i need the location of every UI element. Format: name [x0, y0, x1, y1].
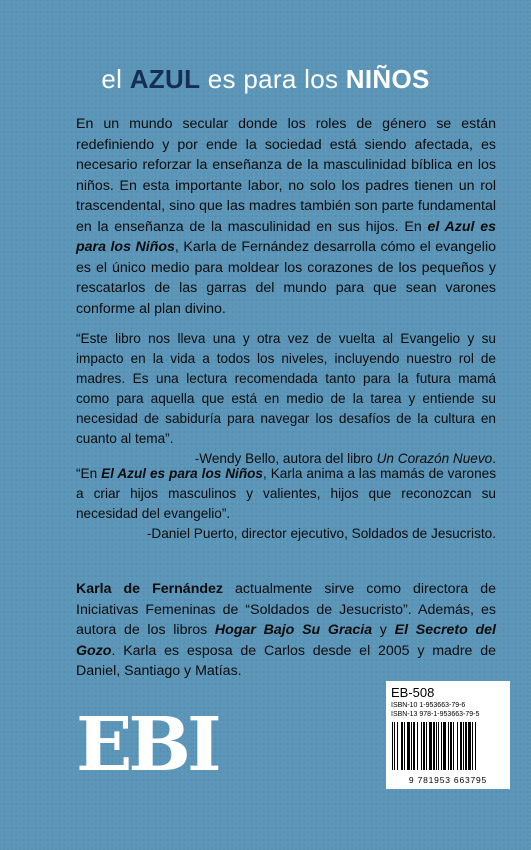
isbn-10: ISBN-10 1-953663-79-6 [391, 702, 466, 709]
barcode-label [386, 681, 510, 789]
barcode-bar [453, 722, 454, 770]
product-code: EB-508 [391, 685, 435, 700]
book-title [0, 64, 531, 95]
quote1-book: Un Corazón Nuevo [376, 451, 493, 466]
barcode-bar [460, 722, 462, 770]
barcode-bar [423, 722, 425, 770]
barcode-bar [472, 722, 473, 770]
barcode-bar [397, 722, 398, 770]
barcode-bar [436, 722, 437, 770]
barcode-bar [413, 722, 415, 770]
bio-text-b: y [372, 622, 395, 638]
title-part-ninos: NIÑOS [345, 64, 430, 94]
bio-text-a: actualmente sirve como directora de Iniciativas Femeninas de “Soldados de Jesucristo”. Además, es autora de los libros [76, 581, 496, 638]
barcode-bar [468, 722, 471, 770]
title-part-middle: es para los [200, 64, 346, 94]
quote2-text-c: , Karla anima a las mamás de varones a criar hijos masculinos y valientes, hijos que reconozcan su necesidad del evangelio”. [76, 466, 496, 521]
barcode-bar [438, 722, 439, 770]
barcode-bars [391, 722, 505, 770]
barcode-bar [417, 722, 418, 770]
barcode-bar [433, 722, 435, 770]
bio-book-1: Hogar Bajo Su Gracia [214, 622, 373, 638]
barcode-bar [443, 722, 446, 770]
isbn-13: ISBN-13 978-1-953663-79-5 [391, 711, 480, 718]
description-text-c: , Karla de Fernández desarrolla cómo el evangelio es el único medio para moldear los corazones de los pequeños y rescatarlos de las garras del mundo para que sean varones conforme al plan divino. [76, 239, 496, 317]
endorsement-quote-2 [76, 464, 496, 544]
barcode-bar [429, 722, 432, 770]
author-name: Karla de Fernández [76, 581, 224, 597]
barcode-bar [450, 722, 452, 770]
barcode-bar [411, 722, 412, 770]
barcode-bar [465, 722, 467, 770]
barcode-digits: 9 781953 663795 [408, 775, 488, 785]
barcode-bar [392, 722, 393, 770]
author-bio [76, 579, 496, 682]
quote1-period: . [492, 451, 496, 466]
barcode-bar [401, 722, 403, 770]
barcode-bar [441, 722, 442, 770]
title-part-azul: AZUL [129, 64, 201, 94]
description-text-a: En un mundo secular donde los roles de género se están redefiniendo y por ende la sociedad está siendo afectada, es necesario reforzar la enseñanza de la masculinidad bíblica en los niños. En esta importante labor, no solo los padres tienen un rol trascendental, sino que las madres también son parte fundamental en la enseñanza de la masculinidad en sus hijos. En [76, 116, 496, 235]
barcode-bar [463, 722, 464, 770]
quote1-text: “Este libro nos lleva una y otra vez de vuelta al Evangelio y su impacto en la vida a todos los niveles, incluyendo nuestro rol de madres. Es una lectura recomendada tanto para la futura mamá como para aquella que está en medio de la tarea y entiende su necesidad de sabiduría para navegar los desafíos de la cultura en cuanto al tema”. [76, 331, 496, 446]
endorsement-quote-1 [76, 329, 496, 469]
bio-text-c: . Karla es esposa de Carlos desde el 2005 y madre de Daniel, Santiago y Matías. [76, 642, 496, 679]
barcode-bar [421, 722, 422, 770]
barcode-bar [407, 722, 410, 770]
barcode-bar [426, 722, 427, 770]
publisher-logo: EBI [76, 702, 218, 788]
quote1-author: -Wendy Bello, autora del libro [194, 451, 377, 466]
barcode-bar [394, 722, 395, 770]
bio-book-2: El Secreto del Gozo [76, 622, 497, 659]
description-paragraph [76, 114, 496, 319]
barcode-bar [404, 722, 405, 770]
quote2-attribution: -Daniel Puerto, director ejecutivo, Soldados de Jesucristo. [146, 526, 496, 541]
quote2-text-a: “En [76, 466, 102, 481]
barcode-bar [475, 722, 476, 770]
quote2-book-title: El Azul es para los Niños [101, 466, 263, 481]
barcode-bar [457, 722, 458, 770]
description-book-title: el Azul es para los Niños [76, 218, 496, 255]
title-part-el: el [101, 64, 130, 94]
barcode-bar [448, 722, 449, 770]
